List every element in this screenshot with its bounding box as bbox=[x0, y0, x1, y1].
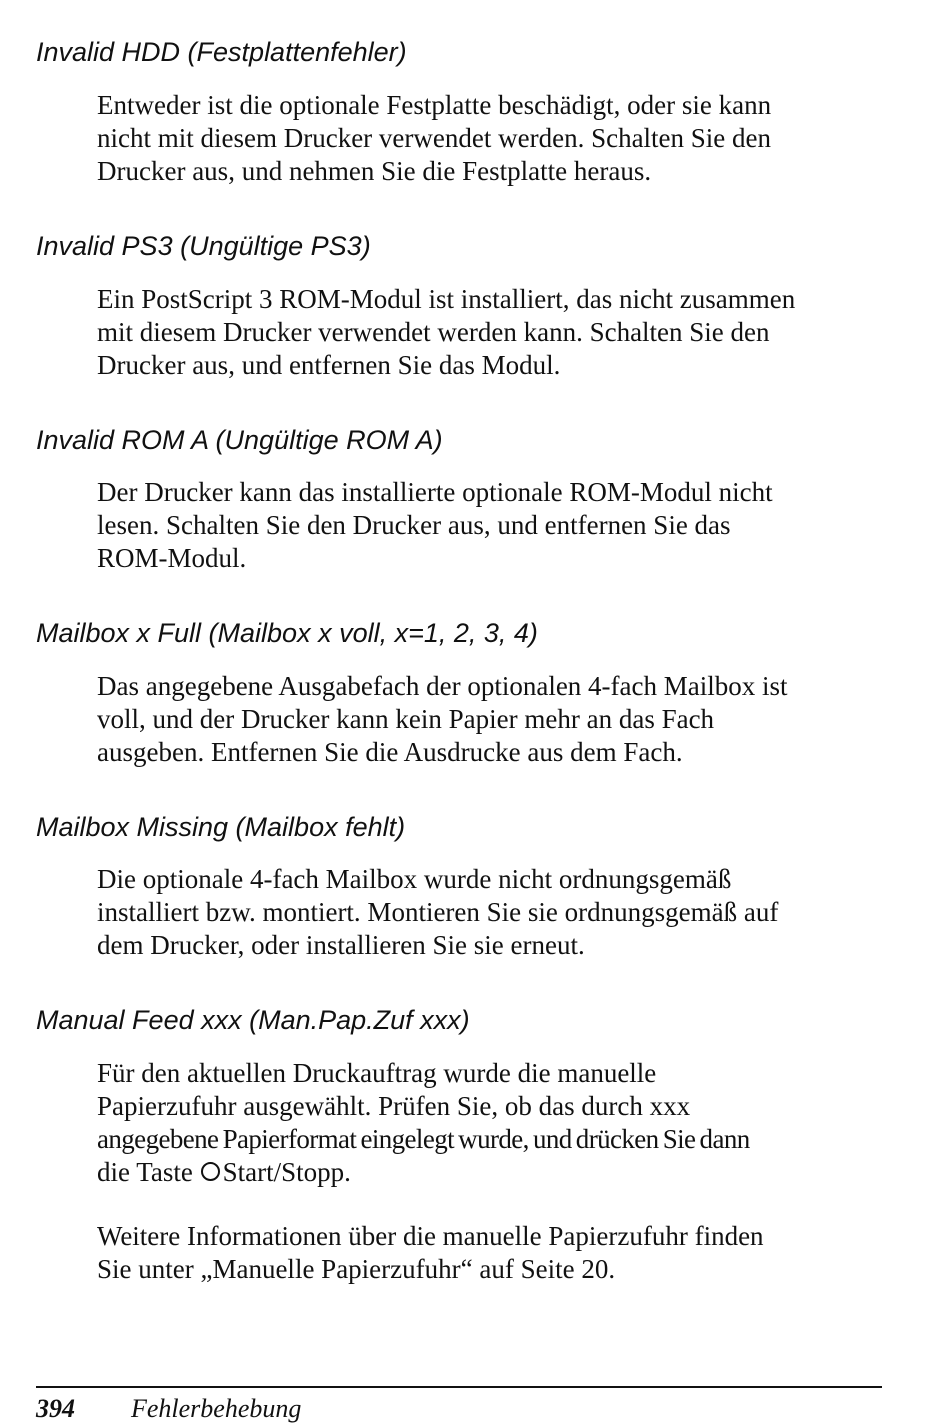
text-line: Papierzufuhr ausgewählt. Prüfen Sie, ob das durch xxx bbox=[97, 1091, 691, 1121]
text-line: ROM-Modul. bbox=[97, 543, 247, 573]
paragraph-invalid-hdd bbox=[97, 89, 887, 188]
text-line: angegebene Papierformat eingelegt wurde, und drücken Sie dann bbox=[97, 1124, 750, 1154]
circle-icon bbox=[201, 1162, 220, 1181]
heading-invalid-rom-a: Invalid ROM A (Ungültige ROM A) bbox=[36, 425, 443, 455]
text-line: voll, und der Drucker kann kein Papier mehr an das Fach bbox=[97, 704, 715, 734]
text-line: Das angegebene Ausgabefach der optionalen 4-fach Mailbox ist bbox=[97, 671, 788, 701]
text-line: Weitere Informationen über die manuelle Papierzufuhr finden bbox=[97, 1221, 764, 1251]
paragraph-invalid-ps3 bbox=[97, 283, 887, 382]
text-line: Drucker aus, und nehmen Sie die Festplatte heraus. bbox=[97, 156, 652, 186]
start-stop-label: Start/Stopp. bbox=[222, 1157, 351, 1187]
heading-mailbox-missing: Mailbox Missing (Mailbox fehlt) bbox=[36, 812, 406, 842]
text-line: Ein PostScript 3 ROM-Modul ist installiert, das nicht zusammen bbox=[97, 284, 796, 314]
text-line: nicht mit diesem Drucker verwendet werden. Schalten Sie den bbox=[97, 123, 772, 153]
text-line: ausgeben. Entfernen Sie die Ausdrucke aus dem Fach. bbox=[97, 737, 683, 767]
text-line: Sie unter „Manuelle Papierzufuhr“ auf Seite 20. bbox=[97, 1254, 616, 1284]
heading-mailbox-full: Mailbox x Full (Mailbox x voll, x=1, 2, 3, 4) bbox=[36, 618, 538, 648]
text-line: dem Drucker, oder installieren Sie sie erneut. bbox=[97, 930, 585, 960]
text-line-start-stop bbox=[97, 1156, 887, 1189]
paragraph-mailbox-full bbox=[97, 670, 887, 769]
text-line: Für den aktuellen Druckauftrag wurde die manuelle bbox=[97, 1058, 657, 1088]
page-number: 394 bbox=[36, 1394, 75, 1423]
heading-manual-feed: Manual Feed xxx (Man.Pap.Zuf xxx) bbox=[36, 1005, 470, 1035]
heading-invalid-hdd: Invalid HDD (Festplattenfehler) bbox=[36, 37, 407, 67]
text-line: Der Drucker kann das installierte optionale ROM-Modul nicht bbox=[97, 477, 773, 507]
heading-invalid-ps3: Invalid PS3 (Ungültige PS3) bbox=[36, 231, 371, 261]
footer-section-title: Fehlerbehebung bbox=[131, 1394, 302, 1423]
text-line: installiert bzw. montiert. Montieren Sie sie ordnungsgemäß auf bbox=[97, 897, 779, 927]
paragraph-manual-feed bbox=[97, 1057, 887, 1189]
text-line: Die optionale 4-fach Mailbox wurde nicht ordnungsgemäß bbox=[97, 864, 732, 894]
text-fragment: die Taste bbox=[97, 1157, 200, 1187]
paragraph-manual-feed-note bbox=[97, 1220, 887, 1286]
text-line: mit diesem Drucker verwendet werden kann. Schalten Sie den bbox=[97, 317, 770, 347]
text-line: Entweder ist die optionale Festplatte beschädigt, oder sie kann bbox=[97, 90, 772, 120]
text-line: lesen. Schalten Sie den Drucker aus, und entfernen Sie das bbox=[97, 510, 731, 540]
paragraph-invalid-rom-a bbox=[97, 476, 887, 575]
text-line: Drucker aus, und entfernen Sie das Modul. bbox=[97, 350, 561, 380]
paragraph-mailbox-missing bbox=[97, 863, 887, 962]
footer-divider bbox=[36, 1386, 882, 1388]
